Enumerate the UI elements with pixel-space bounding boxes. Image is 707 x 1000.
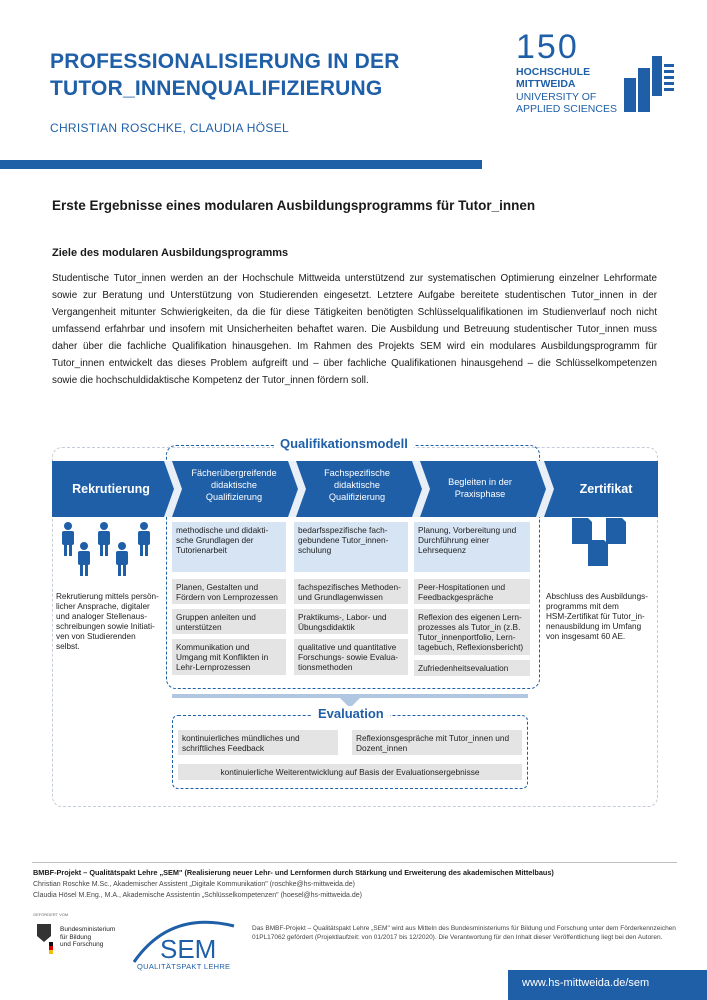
footer-project: BMBF-Projekt – Qualitätspakt Lehre „SEM" (Realisierung neuer Lehr- und Lernformen durch Stärkung und Erweiterung des akademischen Mittelbaus) — [33, 868, 554, 877]
evaluation-item-continuous: kontinuierliche Weiterentwicklung auf Basis der Evaluationsergebnisse — [178, 764, 522, 780]
general-qualification-item: Gruppen anleiten und unterstützen — [172, 609, 286, 634]
bmbf-funded-label: GEFÖRDERT VOM — [33, 912, 69, 917]
university-logo-icon — [624, 56, 674, 112]
footer-person-1: Christian Roschke M.Sc., Akademischer Assistent „Digitale Kommunikation" (roschke@hs-mittweida.de) — [33, 881, 355, 888]
specific-qualification-item: qualitative und quantitative Forschungs- sowie Evalua- tionsmethoden — [294, 639, 408, 675]
stage-specific-qualification: Fachspezifische didaktische Qualifizierung — [324, 468, 390, 502]
practice-phase-item: Reflexion des eigenen Lern- prozesses als Tutor_in (z.B. Tutor_innenportfolio, Lern- tagebuch, Reflexionsbericht) — [414, 609, 530, 655]
specific-qualification-head: bedarfsspezifische fach- gebundene Tutor_innen- schulung — [294, 522, 408, 572]
footer-rule — [32, 862, 677, 863]
practice-phase-item: Peer-Hospitationen und Feedbackgespräche — [414, 579, 530, 604]
recruitment-description: Rekrutierung mittels persön- licher Ansprache, digitaler und analoger Stellenaus- schreibungen sowie Initiati- ven von Studierenden selbst. — [56, 592, 159, 651]
evaluation-item-feedback: kontinuierliches mündliches und schriftliches Feedback — [178, 730, 338, 755]
federal-eagle-icon — [33, 922, 55, 956]
website-link[interactable]: www.hs-mittweida.de/sem — [522, 977, 650, 989]
section-subtitle: Erste Ergebnisse eines modularen Ausbildungsprogramms für Tutor_innen — [52, 198, 536, 213]
title-rule — [0, 160, 482, 169]
funding-note: Das BMBF-Projekt – Qualitätspakt Lehre „SEM" wird aus Mitteln des Bundesministeriums für Bildung und Forschung unter dem Förderkennzeichen 01PL17062 gefördert (Projektlaufzeit: von 01/2017 bis 12/2020). Die Verantwortung für den Inhalt dieser Veröffentlichung liegt bei den Autoren. — [252, 925, 676, 941]
footer-person-2: Claudia Hösel M.Eng., M.A., Akademische Assistentin „Schlüsselkompetenzen" (hoesel@hs-mittweida.de) — [33, 892, 363, 899]
stage-general-qualification: Fächerübergreifende didaktische Qualifizierung — [191, 468, 277, 502]
poster-title: PROFESSIONALISIERUNG IN DER TUTOR_INNENQUALIFIZIERUNG — [50, 50, 400, 100]
specific-qualification-item: Praktikums-, Labor- und Übungsdidaktik — [294, 609, 408, 634]
intro-paragraph: Studentische Tutor_innen werden an der Hochschule Mittweida unterstützend zur systematischen Optimierung einzelner Lehrformate sowie zur Beratung und Unterstützung von Studierenden eingesetzt. Letztere Aufgabe bereitete studentischen Tutor_innen in der Vergangenheit mitunter Schwierigkeiten, da die für diese Tätigkeiten benötigten Schlüsselqualifikationen im Studienverlauf noch nicht umfassend erfahrbar und insofern mit Unsicherheiten behaftet waren. Die Ausbildung und Betreuung studentischer Tutor_innen muss daher über die fachliche Qualifikation hinausgehen. Im Rahmen des Projekts SEM wird ein modulares Ausbildungsprogramm für Tutor_innen entwickelt das dieses Problem aufgreift und – über fachliche Qualifikationen hinausgehend – die Schlüsselkompetenzen sowie die hochschuldidaktische Kompetenz der Tutor_innen fördern soll. — [52, 273, 657, 386]
general-qualification-item: Planen, Gestalten und Fördern von Lernprozessen — [172, 579, 286, 604]
certificate-icon — [562, 518, 636, 568]
bmbf-name: Bundesministerium für Bildung und Forschung — [60, 926, 116, 948]
logo-university-english: UNIVERSITY OF APPLIED SCIENCES — [516, 91, 617, 115]
people-icon — [56, 518, 156, 576]
general-qualification-head: methodische und didakti- sche Grundlagen der Tutorienarbeit — [172, 522, 286, 572]
practice-phase-item: Zufriedenheitsevaluation — [414, 660, 530, 676]
goals-heading: Ziele des modularen Ausbildungsprogramms — [52, 247, 289, 259]
practice-phase-head: Planung, Vorbereitung und Durchführung einer Lehrsequenz — [414, 522, 530, 572]
authors: CHRISTIAN ROSCHKE, CLAUDIA HÖSEL — [50, 121, 289, 135]
stage-recruitment: Rekrutierung — [72, 482, 150, 496]
evaluation-title: Evaluation — [312, 706, 390, 721]
sem-subtitle: QUALITÄTSPAKT LEHRE — [137, 962, 231, 971]
stage-certificate: Zertifikat — [579, 482, 633, 496]
qualification-model-title: Qualifikationsmodell — [274, 436, 414, 451]
certificate-description: Abschluss des Ausbildungs- programms mit dem HSM-Zertifikat für Tutor_in- nenausbildung im Umfang von insgesamt 60 AE. — [546, 592, 648, 641]
general-qualification-item: Kommunikation und Umgang mit Konflikten in Lehr-Lernprozessen — [172, 639, 286, 675]
logo-anniversary-number: 150 — [516, 28, 579, 66]
specific-qualification-item: fachspezifisches Methoden- und Grundlagenwissen — [294, 579, 408, 604]
sem-logo-text: SEM — [160, 934, 217, 964]
stage-practice-phase: Begleiten in der Praxisphase — [448, 477, 512, 499]
evaluation-item-reflection: Reflexionsgespräche mit Tutor_innen und Dozent_innen — [352, 730, 522, 755]
logo-university-name: HOCHSCHULE MITTWEIDA — [516, 66, 591, 90]
